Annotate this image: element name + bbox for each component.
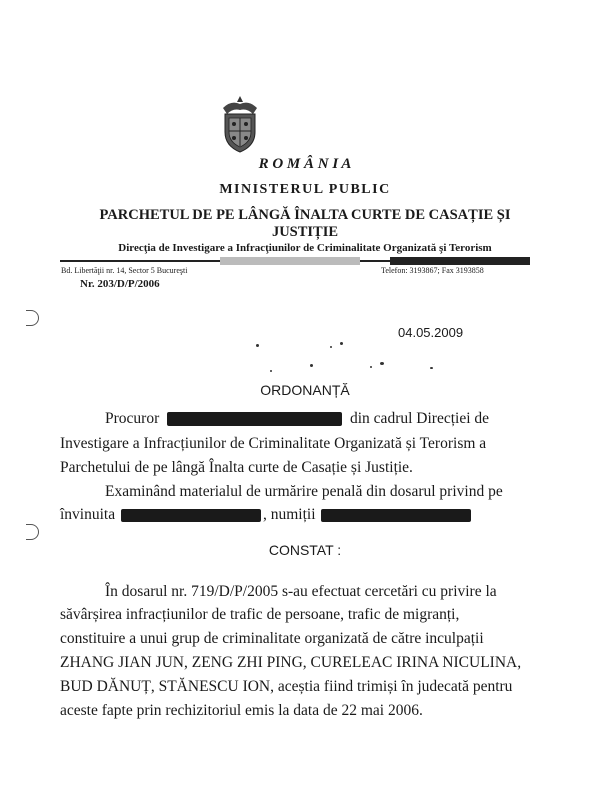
office-name-line2: JUSTIȚIE <box>271 224 339 240</box>
paragraph-3-line5: BUD DĂNUȚ, STĂNESCU ION, aceștia fiind trimiși în judecată pentru <box>60 678 513 695</box>
section-heading-constat: CONSTAT : <box>268 542 342 558</box>
redacted-name <box>167 412 342 426</box>
office-name-line1: PARCHETUL DE PE LÂNGĂ ÎNALTA CURTE DE CASAȚIE ȘI <box>99 207 511 223</box>
header-rule <box>60 257 530 265</box>
directorate-name: Direcţia de Investigare a Infracţiunilor de Criminalitate Organizată şi Terorism <box>118 242 492 254</box>
document-date: 04.05.2009 <box>398 325 464 340</box>
paragraph-3-line2: săvârșirea infracțiunilor de trafic de persoane, trafic de migranți, <box>60 606 460 623</box>
paragraph-3-line6: aceste fapte prin rechizitoriul emis la data de 22 mai 2006. <box>60 702 423 719</box>
paragraph-3-line3: constituire a unui grup de criminalitate organizată de către inculpații <box>60 630 484 647</box>
punch-hole-mark <box>26 310 39 326</box>
prosecutor-label: Procuror <box>105 410 160 427</box>
ministry-name: MINISTERUL PUBLIC <box>219 182 391 197</box>
punch-hole-mark <box>26 524 39 540</box>
redacted-name <box>121 509 261 522</box>
prosecutor-rest: din cadrul Direcției de <box>350 410 490 427</box>
paragraph-1-line2: Investigare a Infracțiunilor de Criminalitate Organizată și Terorism a <box>60 435 487 452</box>
redacted-name <box>321 509 471 522</box>
defendant-label: învinuita <box>60 506 116 523</box>
paragraph-1-line3: Parchetului de pe lângă Înalta curte de Casație și Justiție. <box>60 459 413 476</box>
phone-fax: Telefon: 3193867; Fax 3193858 <box>381 266 484 275</box>
redaction-specks <box>250 340 450 380</box>
paragraph-2-line2 <box>60 503 535 526</box>
country-name: R O M Â N I A <box>258 156 352 172</box>
named-label: , numiții <box>262 506 316 523</box>
paragraph-1-line1 <box>60 407 535 430</box>
address: Bd. Libertăţii nr. 14, Sector 5 Bucureşti <box>61 266 188 275</box>
document-title: ORDONANȚĂ <box>260 382 350 398</box>
file-number: Nr. 203/D/P/2006 <box>80 278 160 290</box>
coat-of-arms-icon <box>217 94 263 154</box>
paragraph-3-line1: În dosarul nr. 719/D/P/2005 s-au efectuat cercetări cu privire la <box>105 583 497 600</box>
paragraph-2-line1: Examinând materialul de urmărire penală din dosarul privind pe <box>105 483 503 500</box>
paragraph-3-line4: ZHANG JIAN JUN, ZENG ZHI PING, CURELEAC IRINA NICULINA, <box>60 654 522 671</box>
